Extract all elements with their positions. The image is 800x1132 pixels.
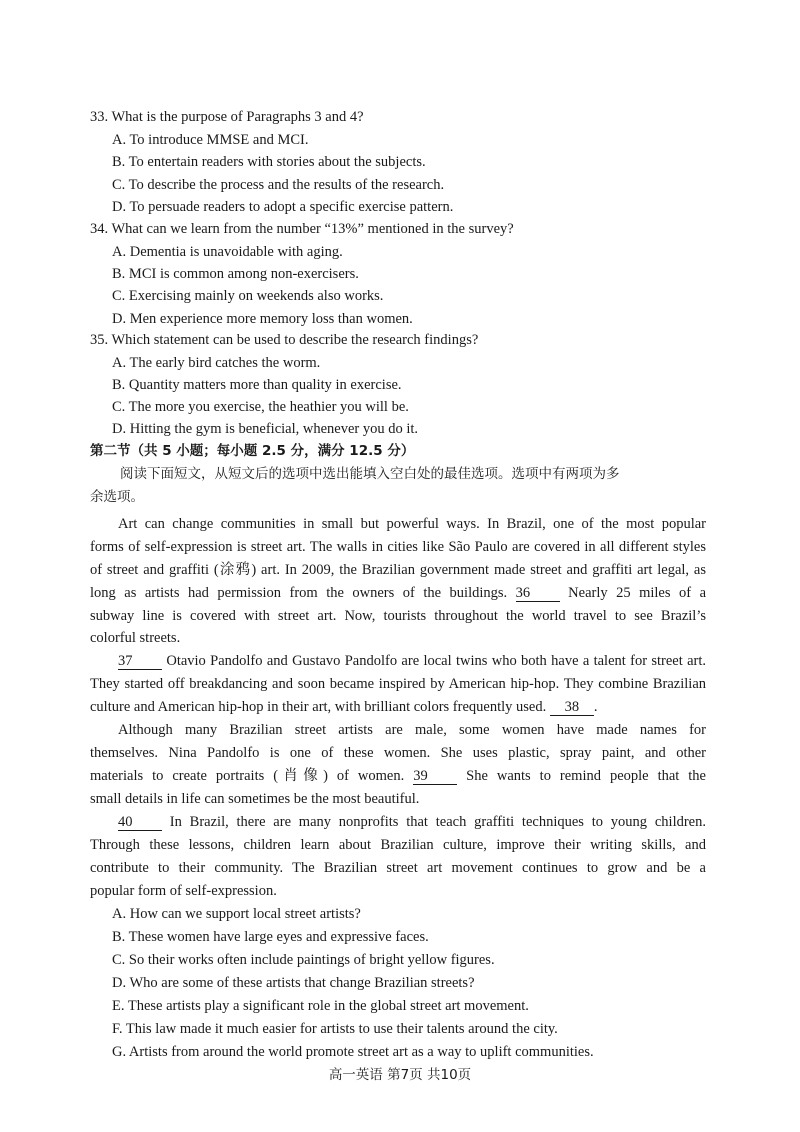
- passage-text: In Brazil, there are many nonprofits that teach graffiti techniques to young children.: [169, 814, 706, 830]
- question-34-option-a: A. Dementia is unavoidable with aging.: [112, 244, 343, 260]
- passage-p2-line-2: They started off breakdancing and soon became inspired by American hip-hop. They combine Brazilian: [90, 676, 706, 692]
- choice-c: C. So their works often include paintings of bright yellow figures.: [112, 952, 495, 968]
- passage-text: culture and American hip-hop in their art, with brilliant colors frequently used.: [90, 699, 547, 715]
- passage-text: Otavio Pandolfo and Gustavo Pandolfo are local twins who both have a talent for street art.: [166, 653, 707, 669]
- passage-text: long as artists had permission from the owners of the buildings.: [90, 585, 508, 601]
- question-33-option-c: C. To describe the process and the results of the research.: [112, 177, 445, 193]
- question-35-option-b: B. Quantity matters more than quality in exercise.: [112, 377, 402, 393]
- blank-38: 38: [550, 700, 594, 716]
- passage-p1-line-3: of street and graffiti (涂鸦) art. In 2009, the Brazilian government made street and graffiti art legal, as: [90, 562, 706, 578]
- passage-text: She wants to remind people that the: [466, 768, 706, 784]
- page-footer: 高一英语 第7页 共10页: [328, 1067, 472, 1083]
- passage-text: Nearly 25 miles of a: [568, 585, 706, 601]
- passage-p2-line-1: [118, 652, 706, 670]
- passage-text: .: [593, 699, 598, 715]
- question-33-option-d: D. To persuade readers to adopt a specific exercise pattern.: [112, 199, 454, 215]
- question-34-stem: 34. What can we learn from the number “13%” mentioned in the survey?: [90, 221, 514, 237]
- question-33-stem: 33. What is the purpose of Paragraphs 3 and 4?: [90, 109, 364, 125]
- passage-p3-line-2: themselves. Nina Pandolfo is one of these women. She uses plastic, spray paint, and other: [90, 745, 706, 761]
- passage-p4-line-4: popular form of self-expression.: [90, 883, 277, 899]
- question-34-option-d: D. Men experience more memory loss than women.: [112, 311, 413, 327]
- blank-40: 40: [118, 815, 162, 831]
- question-33-option-b: B. To entertain readers with stories about the subjects.: [112, 154, 426, 170]
- choice-b: B. These women have large eyes and expressive faces.: [112, 929, 429, 945]
- blank-36: 36: [516, 586, 560, 602]
- question-35-option-a: A. The early bird catches the worm.: [112, 355, 321, 371]
- choice-a: A. How can we support local street artists?: [112, 906, 361, 922]
- section-instruction-line-1: 阅读下面短文，从短文后的选项中选出能填入空白处的最佳选项。选项中有两项为多: [120, 466, 620, 482]
- passage-p4-line-1: [118, 813, 706, 831]
- passage-p4-line-2: Through these lessons, children learn about Brazilian culture, improve their writing skills, and: [90, 837, 706, 853]
- choice-f: F. This law made it much easier for artists to use their talents around the city.: [112, 1021, 558, 1037]
- section-title: 第二节（共 5 小题；每小题 2.5 分，满分 12.5 分）: [90, 443, 415, 459]
- passage-p1-line-2: forms of self-expression is street art. The walls in cities like São Paulo are covered in all different styles: [90, 539, 706, 555]
- passage-p4-line-3: contribute to their community. The Brazilian street art movement continues to grow and be a: [90, 860, 706, 876]
- passage-p1-line-5: subway line is covered with street art. Now, tourists throughout the world travel to see Brazil’s: [90, 608, 706, 624]
- choice-g: G. Artists from around the world promote street art as a way to uplift communities.: [112, 1044, 594, 1060]
- passage-p1-line-1: Art can change communities in small but powerful ways. In Brazil, one of the most popular: [118, 516, 706, 532]
- section-instruction-line-2: 余选项。: [90, 489, 144, 505]
- passage-text: materials to create portraits (肖像) of women.: [90, 768, 405, 784]
- passage-p2-line-3: [90, 698, 597, 716]
- passage-p1-line-6: colorful streets.: [90, 630, 181, 646]
- blank-39: 39: [413, 769, 457, 785]
- question-35-option-d: D. Hitting the gym is beneficial, whenever you do it.: [112, 421, 419, 437]
- question-33-option-a: A. To introduce MMSE and MCI.: [112, 132, 309, 148]
- choice-d: D. Who are some of these artists that change Brazilian streets?: [112, 975, 475, 991]
- passage-p3-line-1: Although many Brazilian street artists are male, some women have made names for: [118, 722, 706, 738]
- passage-p1-line-4: [90, 584, 706, 602]
- question-35-stem: 35. Which statement can be used to describe the research findings?: [90, 332, 479, 348]
- question-34-option-b: B. MCI is common among non-exercisers.: [112, 266, 359, 282]
- passage-p3-line-3: [90, 767, 706, 785]
- question-35-option-c: C. The more you exercise, the heathier you will be.: [112, 399, 409, 415]
- blank-37: 37: [118, 654, 162, 670]
- question-34-option-c: C. Exercising mainly on weekends also works.: [112, 288, 384, 304]
- passage-p3-line-4: small details in life can sometimes be the most beautiful.: [90, 791, 420, 807]
- choice-e: E. These artists play a significant role in the global street art movement.: [112, 998, 529, 1014]
